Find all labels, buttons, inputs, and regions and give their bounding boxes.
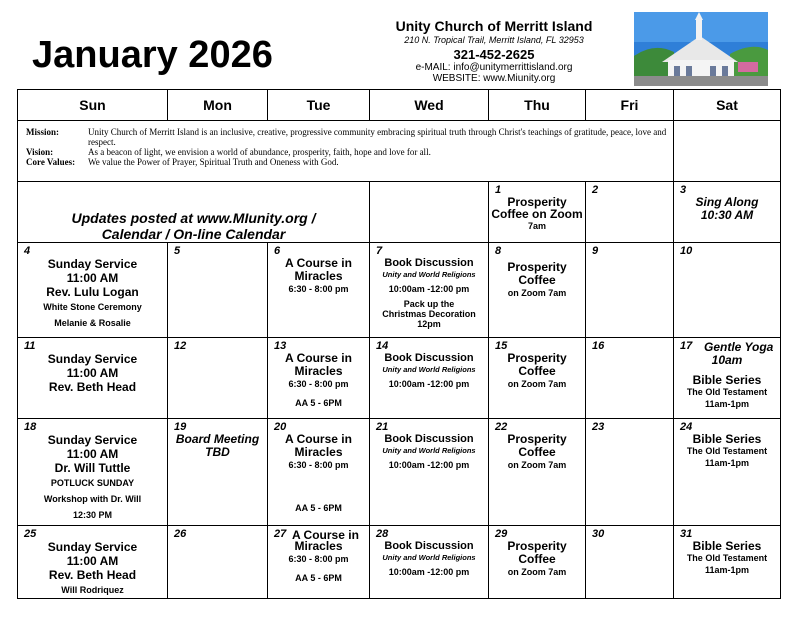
event-speaker: Dr. Will Tuttle — [54, 461, 131, 475]
day-cell-17 — [674, 338, 781, 419]
day-cell-19 — [168, 419, 268, 526]
event-time: 11am-1pm — [704, 565, 750, 575]
day-cell-15 — [489, 338, 586, 419]
weekday-sun: Sun — [18, 90, 168, 121]
church-info — [380, 18, 608, 84]
day-cell-23 — [586, 419, 674, 526]
day-number: 10 — [680, 245, 693, 257]
event-note: Christmas Decoration — [382, 309, 476, 319]
event-title: Book Discussion — [384, 257, 474, 269]
day-number: 26 — [174, 528, 187, 540]
empty-cell — [370, 182, 489, 243]
event-title: Prosperity — [507, 260, 567, 274]
event-time: 10am — [711, 353, 743, 367]
mission-row — [18, 121, 781, 182]
event-subtitle: Unity and World Religions — [382, 446, 476, 455]
day-number: 21 — [376, 421, 389, 433]
day-number: 11 — [24, 340, 36, 352]
event-time: 10:30 AM — [700, 208, 754, 222]
mission-text: Unity Church of Merritt Island is an inclusive, creative, progressive community embracing spiritual truth through Christ's teachings of gratitude, peace, love and respect. — [88, 127, 667, 147]
event-time: 11am-1pm — [704, 399, 750, 409]
event-title: Prosperity — [507, 351, 567, 365]
event-title: Bible Series — [692, 539, 762, 553]
day-number: 31 — [680, 528, 693, 540]
day-cell-24 — [674, 419, 781, 526]
day-number: 25 — [24, 528, 37, 540]
updates-cell — [18, 182, 370, 243]
day-cell-4 — [18, 243, 168, 338]
weekday-mon: Mon — [168, 90, 268, 121]
event-title: A Course in — [285, 432, 352, 446]
event-title: Sunday Service — [47, 352, 138, 366]
day-number: 22 — [495, 421, 508, 433]
event-title: A Course in — [285, 351, 352, 365]
day-number: 7 — [376, 245, 383, 257]
church-name: Unity Church of Merritt Island — [395, 18, 593, 34]
day-number: 24 — [680, 421, 693, 433]
weekday-sat: Sat — [674, 90, 781, 121]
event-time: 10:00am -12:00 pm — [388, 460, 470, 470]
event-subtitle: The Old Testament — [686, 387, 768, 397]
day-cell-8 — [489, 243, 586, 338]
event-title: Miracles — [294, 445, 343, 459]
day-number: 1 — [495, 184, 502, 196]
event-title: Sunday Service — [47, 257, 138, 271]
mission-label: Mission: — [26, 127, 60, 137]
event-time: on Zoom 7am — [507, 567, 567, 577]
event-subtitle: Unity and World Religions — [382, 270, 476, 279]
event-title: Coffee on Zoom — [491, 207, 583, 221]
day-cell-1 — [489, 182, 586, 243]
event-time: 6:30 - 8:00 pm — [288, 284, 349, 294]
event-note: Pack up the — [403, 299, 455, 309]
event-subtitle: Unity and World Religions — [382, 553, 476, 562]
event-speaker: Rev. Beth Head — [48, 380, 137, 394]
event-title: A Course in — [292, 528, 359, 542]
event-note: AA 5 - 6PM — [295, 398, 342, 408]
event-title: A Course in — [285, 256, 352, 270]
event-title: Board Meeting — [175, 432, 260, 446]
event-time: 6:30 - 8:00 pm — [288, 554, 349, 564]
day-cell-9 — [586, 243, 674, 338]
event-title: Gentle Yoga — [704, 340, 774, 354]
event-title: Book Discussion — [384, 352, 474, 364]
event-title: Bible Series — [692, 432, 762, 446]
day-cell-31 — [674, 526, 781, 599]
week-row-5 — [18, 526, 781, 599]
day-number: 27 — [274, 528, 287, 540]
week-row-3 — [18, 338, 781, 419]
day-cell-21 — [370, 419, 489, 526]
event-title: Prosperity — [507, 195, 567, 209]
event-title: Coffee — [518, 273, 556, 287]
weekday-header-row — [18, 90, 781, 121]
event-speaker: Rev. Beth Head — [48, 568, 137, 582]
weekday-wed: Wed — [370, 90, 489, 121]
event-time: 11:00 AM — [66, 271, 119, 285]
vision-label: Vision: — [26, 147, 54, 157]
day-number: 20 — [274, 421, 287, 433]
event-note: Workshop with Dr. Will — [43, 494, 142, 504]
empty-cell — [674, 121, 781, 182]
day-number: 28 — [376, 528, 389, 540]
weekday-fri: Fri — [586, 90, 674, 121]
event-title: Coffee — [518, 364, 556, 378]
event-time: TBD — [205, 445, 230, 459]
day-cell-27 — [268, 526, 370, 599]
event-time: 7am — [527, 221, 546, 231]
day-number: 2 — [592, 184, 599, 196]
updates-line-2: Calendar / On-line Calendar — [101, 226, 286, 242]
event-title: Sing Along — [695, 195, 759, 209]
day-cell-16 — [586, 338, 674, 419]
month-title: January 2026 — [32, 34, 273, 76]
day-cell-11 — [18, 338, 168, 419]
event-speaker: Rev. Lulu Logan — [46, 285, 139, 299]
day-cell-6 — [268, 243, 370, 338]
weekday-tue: Tue — [268, 90, 370, 121]
event-subtitle: Unity and World Religions — [382, 365, 476, 374]
day-number: 8 — [495, 245, 502, 257]
event-time: 11:00 AM — [66, 366, 119, 380]
event-title: Miracles — [294, 364, 343, 378]
core-values-text: We value the Power of Prayer, Spiritual Truth and Oneness with God. — [88, 157, 339, 167]
day-cell-14 — [370, 338, 489, 419]
day-number: 16 — [592, 340, 605, 352]
day-number: 23 — [592, 421, 605, 433]
event-title: Prosperity — [507, 432, 567, 446]
day-cell-3 — [674, 182, 781, 243]
day-cell-18 — [18, 419, 168, 526]
event-title: Book Discussion — [384, 540, 474, 552]
day-number: 30 — [592, 528, 605, 540]
day-cell-29 — [489, 526, 586, 599]
event-time: 11:00 AM — [66, 554, 119, 568]
week-row-1 — [18, 182, 781, 243]
church-address: 210 N. Tropical Trail, Merritt Island, FL 32953 — [404, 35, 584, 45]
day-number: 3 — [680, 184, 687, 196]
event-subtitle: The Old Testament — [686, 446, 768, 456]
event-time: 12pm — [417, 319, 441, 329]
core-values-label: Core Values: — [26, 157, 76, 167]
vision-text: As a beacon of light, we envision a world of abundance, prosperity, faith, hope and love for all. — [88, 147, 431, 157]
day-number: 9 — [592, 245, 599, 257]
event-title: Sunday Service — [47, 433, 138, 447]
event-time: 6:30 - 8:00 pm — [288, 379, 349, 389]
day-number: 14 — [376, 340, 389, 352]
event-time: 10:00am -12:00 pm — [388, 567, 470, 577]
event-title: Miracles — [294, 269, 343, 283]
church-website: WEBSITE: www.Miunity.org — [432, 73, 556, 84]
event-time: on Zoom 7am — [507, 460, 567, 470]
day-cell-25 — [18, 526, 168, 599]
church-photo — [634, 12, 768, 86]
day-number: 12 — [174, 340, 187, 352]
church-email: e-MAIL: info@unitymerrittisland.org — [415, 62, 573, 73]
event-note: White Stone Ceremony — [43, 302, 142, 312]
event-title: Book Discussion — [384, 433, 474, 445]
event-time: on Zoom 7am — [507, 379, 567, 389]
event-title: Prosperity — [507, 539, 567, 553]
event-note: AA 5 - 6PM — [295, 503, 342, 513]
week-row-2 — [18, 243, 781, 338]
weekday-thu: Thu — [489, 90, 586, 121]
day-cell-10 — [674, 243, 781, 338]
event-time: 11am-1pm — [704, 458, 750, 468]
day-number: 29 — [495, 528, 508, 540]
event-time: on Zoom 7am — [507, 288, 567, 298]
day-number: 4 — [24, 245, 31, 257]
day-number: 6 — [274, 245, 281, 257]
event-time: 10:00am -12:00 pm — [388, 379, 470, 389]
day-cell-5 — [168, 243, 268, 338]
event-time: 6:30 - 8:00 pm — [288, 460, 349, 470]
event-title: Bible Series — [692, 373, 762, 387]
event-note: POTLUCK SUNDAY — [50, 478, 135, 488]
calendar-grid — [17, 89, 781, 599]
event-time: 10:00am -12:00 pm — [388, 284, 470, 294]
day-number: 5 — [174, 245, 181, 257]
event-note: Melanie & Rosalie — [54, 318, 131, 328]
mission-cell — [18, 121, 674, 182]
event-title: Coffee — [518, 445, 556, 459]
day-cell-12 — [168, 338, 268, 419]
week-row-4 — [18, 419, 781, 526]
event-title: Coffee — [518, 552, 556, 566]
day-cell-7 — [370, 243, 489, 338]
day-number: 18 — [24, 421, 37, 433]
day-number: 15 — [495, 340, 508, 352]
church-phone: 321-452-2625 — [453, 47, 535, 62]
day-cell-20 — [268, 419, 370, 526]
event-title: Sunday Service — [47, 540, 138, 554]
day-cell-30 — [586, 526, 674, 599]
day-number: 19 — [174, 421, 187, 433]
event-title: Miracles — [294, 539, 343, 553]
day-cell-2 — [586, 182, 674, 243]
event-note: Will Rodriquez — [61, 585, 124, 595]
day-cell-13 — [268, 338, 370, 419]
event-time: 11:00 AM — [66, 447, 119, 461]
day-number: 13 — [274, 340, 287, 352]
event-subtitle: The Old Testament — [686, 553, 768, 563]
day-cell-26 — [168, 526, 268, 599]
day-cell-22 — [489, 419, 586, 526]
updates-line-1: Updates posted at www.MIunity.org / — [71, 210, 316, 226]
event-time: 12:30 PM — [72, 510, 113, 520]
day-number: 17 — [680, 340, 693, 352]
event-note: AA 5 - 6PM — [295, 573, 342, 583]
day-cell-28 — [370, 526, 489, 599]
